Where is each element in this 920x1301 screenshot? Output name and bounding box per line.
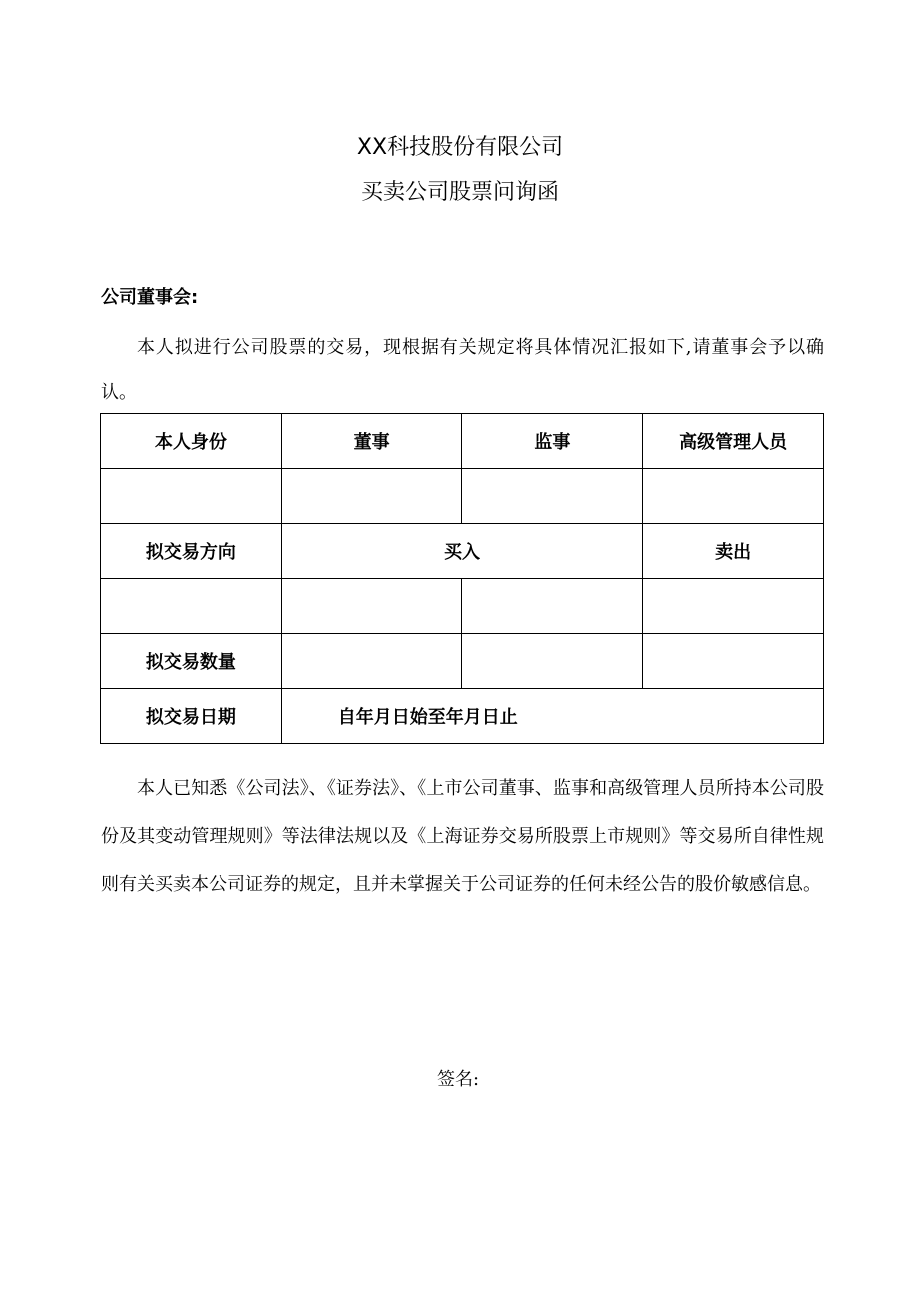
company-title: XX科技股份有限公司 [356,135,564,160]
buy-input-cell-2[interactable] [462,579,643,634]
signature-label: 签名: [437,1069,480,1090]
sell-input-cell[interactable] [643,579,824,634]
salutation: 公司董事会: [101,287,199,308]
identity-header-row [101,414,824,469]
director-check-cell[interactable] [281,469,462,524]
buy-option: 买入 [281,524,643,579]
intro-paragraph: 本人拟进行公司股票的交易，现根据有关规定将具体情况汇报如下,请董事会予以确认。 [101,337,824,403]
supervisor-check-cell[interactable] [462,469,643,524]
trade-info-table [100,413,824,744]
direction-input-row [101,579,824,634]
quantity-input-cell-2[interactable] [462,634,643,689]
quantity-label: 拟交易数量 [101,634,282,689]
identity-senior-manager: 高级管理人员 [643,414,824,469]
direction-header-row [101,524,824,579]
senior-manager-check-cell[interactable] [643,469,824,524]
date-value[interactable]: 自年月日始至年月日止 [281,689,823,744]
date-row [101,689,824,744]
declaration-paragraph: 本人已知悉《公司法》、《证券法》、《上市公司董事、监事和高级管理人员所持本公司股份及其变动管理规则》等法律法规以及《上海证券交易所股票上市规则》等交易所自律性规则有关买卖本公司证券的规定，且并未掌握关于公司证券的任何未经公告的股价敏感信息。 [101,778,824,895]
buy-input-cell-1[interactable] [281,579,462,634]
identity-input-row [101,469,824,524]
quantity-input-cell-1[interactable] [281,634,462,689]
identity-supervisor: 监事 [462,414,643,469]
identity-label: 本人身份 [101,414,282,469]
blank-cell [101,579,282,634]
document-title: 买卖公司股票问询函 [360,180,559,205]
quantity-row [101,634,824,689]
direction-label: 拟交易方向 [101,524,282,579]
sell-option: 卖出 [643,524,824,579]
identity-director: 董事 [281,414,462,469]
date-label: 拟交易日期 [101,689,282,744]
quantity-input-cell-3[interactable] [643,634,824,689]
blank-cell [101,469,282,524]
